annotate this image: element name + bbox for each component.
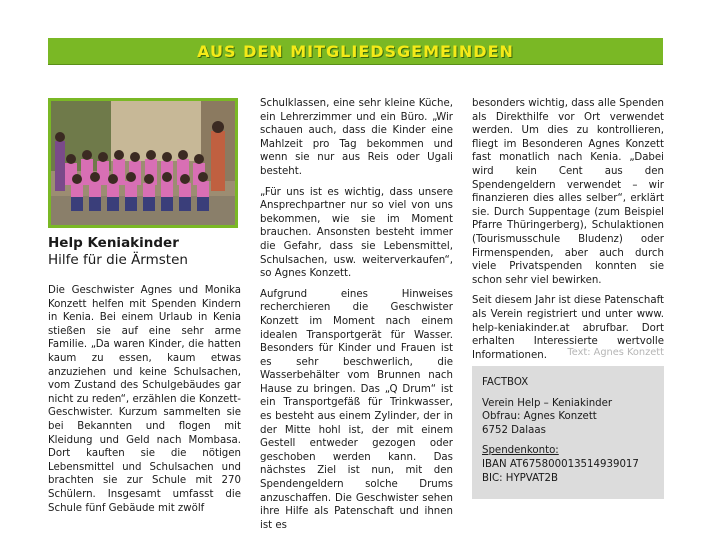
text-column-2	[260, 97, 453, 539]
section-title: AUS DEN MITGLIEDSGEMEINDEN	[197, 41, 514, 61]
factbox-bic: BIC: HYPVAT2B	[482, 472, 558, 484]
section-banner	[48, 38, 663, 65]
factbox	[472, 366, 664, 499]
factbox-title: FACTBOX	[482, 377, 529, 388]
article-title: Help Keniakinder	[48, 235, 179, 251]
paragraph: Aufgrund eines Hinweises recherchieren die Geschwister Konzett im Moment nach einem idealen Transportgerät für Wasser. Besonders für Kinder und Frauen ist es sehr beschwerlich, die Wasserbehälter vom Brunnen nach Hause zu bringen. Das „Q Drum“ ist ein Transportgefäß für Trinkwasser, es besteht aus einem Zylinder, der in der Mitte hohl ist, der mit einem Gestell entweder gezogen oder geschoben werden kann. Das nächstes Ziel ist nun, mit den Spendengeldern solche Drums anzuschaffen. Die Geschwister sehen ihre Hilfe als Patenschaft und ihnen ist es	[260, 288, 453, 531]
factbox-iban: IBAN AT675800013514939017	[482, 458, 639, 470]
factbox-line: Verein Help – Keniakinder	[482, 397, 613, 409]
text-credit: Text: Agnes Konzett	[567, 347, 664, 358]
text-column-3	[472, 97, 664, 369]
factbox-line: Obfrau: Agnes Konzett	[482, 411, 597, 423]
paragraph: Schulklassen, eine sehr kleine Küche, ein Lehrerzimmer und ein Büro. „Wir schauen auch, dass die Kinder eine Mahlzeit pro Tag bekommen und wenn sie nur aus Reis oder Ugali besteht.	[260, 98, 453, 177]
paragraph: Seit diesem Jahr ist diese Patenschaft als Verein registriert und unter www. help-keniakinder.at abrufbar. Dort erhalten Interessierte wertvolle Informationen.	[472, 295, 664, 361]
article-subtitle: Hilfe für die Ärmsten	[48, 252, 188, 268]
children-photo-image	[51, 101, 235, 225]
paragraph: besonders wichtig, dass alle Spenden als Direkthilfe vor Ort verwendet werden. Um dies zu kontrollieren, fliegt im Besonderen Agnes Konzett fast monatlich nach Kenia. „Dabei wird kein Cent aus den Spendengeldern verwendet – wir finanzieren dies alles selber“, erklärt sie. Durch Suppentage (zum Beispiel Pfarre Thüringerberg), Schulaktionen (Tourismusschule Bludenz) oder Firmenspenden, aber auch durch viele Privatspenden konnten sie schon sehr viel bewirken.	[472, 98, 665, 286]
group-photo	[48, 98, 238, 228]
factbox-account-label: Spendenkonto:	[482, 445, 559, 457]
factbox-line: 6752 Dalaas	[482, 424, 546, 436]
text-column-1	[48, 284, 241, 522]
paragraph: Die Geschwister Agnes und Monika Konzett helfen mit Spenden Kindern in Kenia. Bei einem Urlaub in Kenia stießen sie auf eine sehr arme Familie. „Da waren Kinder, die hatten kaum zu essen, kaum etwas anzuziehen und keine Schulsachen, vom Zustand des Schulgebäudes gar nicht zu reden“, erzählen die Konzett-Geschwister. Kurzum sammelten sie bei Bekannten und flogen mit Kleidung und Geld nach Mombasa. Dort kauften sie die nötigen Lebensmittel und Schulsachen und brachten sie zur Schule mit 270 Schülern. Insgesamt umfasst die Schule fünf Gebäude mit zwölf	[48, 285, 241, 514]
paragraph: „Für uns ist es wichtig, dass unsere Ansprechpartner nur so viel von uns bekommen, wie sie im Moment brauchen. Ansonsten besteht immer die Gefahr, dass sie Lebensmittel, Schulsachen, usw. weiterverkaufen“, so Agnes Konzett.	[260, 186, 453, 280]
